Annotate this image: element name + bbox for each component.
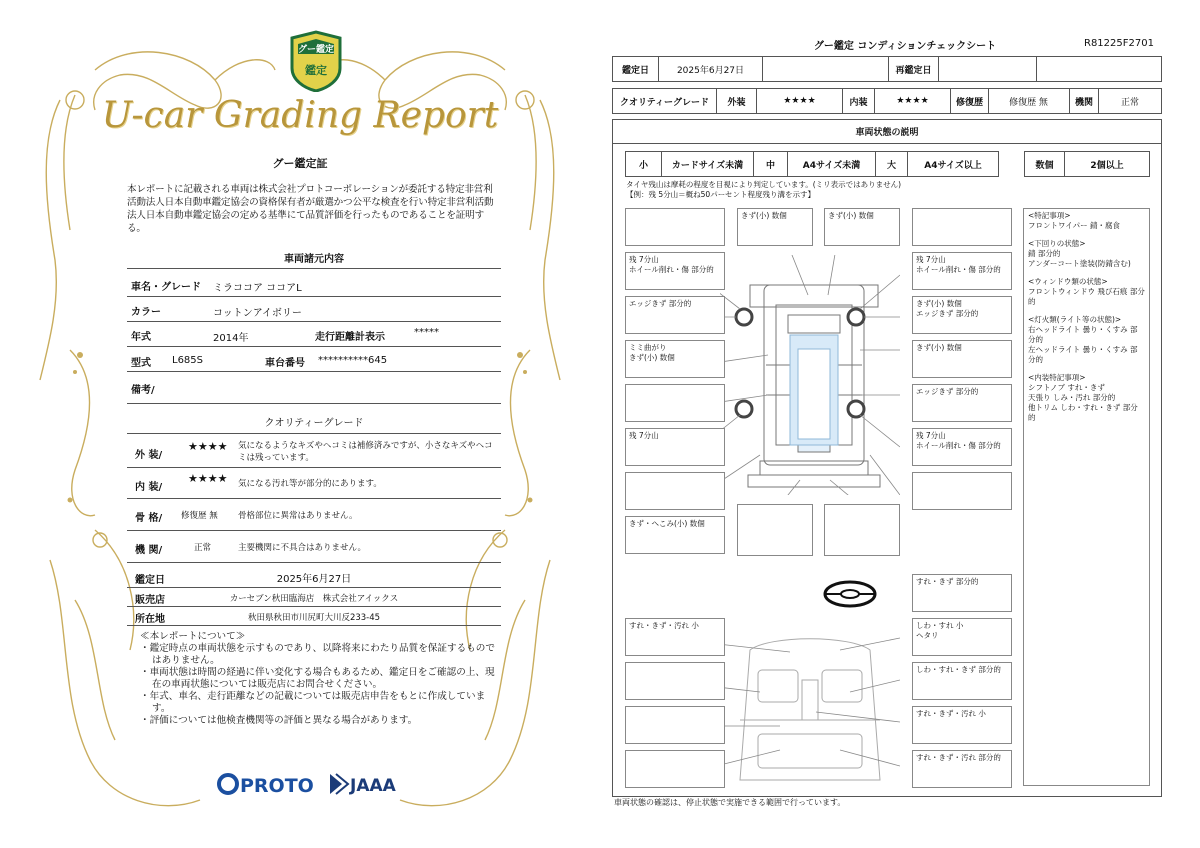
sheet-footer-note: 車両状態の確認は、停止状態で実施できる範囲で行っています。 [614,798,846,807]
ext-stars: ★★★★ [757,89,843,113]
divider [127,530,501,531]
blank-cell [763,57,889,81]
special-note-line: <灯火類(ライト等の状態)> [1028,315,1122,324]
special-note-line: <下回りの状態> [1028,239,1086,248]
exterior-comment: 気になるようなキズやヘコミは補修済みですが、小さなキズやヘコミは残っています。 [238,441,493,463]
repair-label: 修復歴 [951,89,989,113]
special-notes-box [1023,208,1150,786]
size-small: 小 [626,152,662,176]
interior-note-box: しわ・すれ・きず 部分的 [912,662,1012,700]
svg-text:JAAA: JAAA [350,776,396,796]
size-legend [625,151,999,177]
report-script-title: U-car Grading Report [101,95,499,136]
exterior-note-box [737,504,813,556]
dealer-label: 販売店 [135,595,165,606]
exterior-stars: ★★★★ [188,440,228,453]
date-label: 鑑定日 [135,575,165,586]
int-label: 内装 [843,89,875,113]
chassis-value: **********645 [318,355,388,366]
exterior-note-box: エッジきず 部分的 [912,384,1012,422]
engine-label: 機 関/ [135,545,163,556]
redate-value [939,57,1037,81]
spec-section-title: 車両諸元内容 [284,254,344,265]
notes-title: ≪本レポートについて≫ [140,631,246,642]
interior-note-box: すれ・きず・汚れ 小 [912,706,1012,744]
svg-text:鑑定: 鑑定 [305,64,327,77]
divider [127,321,501,322]
year-label: 年式 [131,332,151,343]
frame-label: 骨 格/ [135,513,163,524]
year-value: 2014年 [213,333,249,344]
car-name-label: 車名・グレード [131,282,201,293]
condition-check-sheet [600,0,1200,848]
mileage-value: ***** [414,327,439,338]
exterior-note-box: ミミ曲がり きず(小) 数個 [625,340,725,378]
interior-stars: ★★★★ [188,472,228,485]
exterior-note-box: 残 7分山 ホイール削れ・傷 部分的 [625,252,725,290]
date-row [612,56,1162,82]
badge-text: グー鑑定 [297,45,335,55]
interior-note-box: すれ・きず・汚れ 小 [625,618,725,656]
exterior-note-box [912,472,1012,510]
exterior-label: 外 装/ [135,450,163,461]
note-item: ・年式、車名、走行距離などの記載については販売店申告をもとに作成しています。 [140,691,486,714]
exterior-note-box: 残 7分山 [625,428,725,466]
exterior-note-box [625,208,725,246]
jaaa-logo [328,770,408,802]
size-mid: 中 [754,152,788,176]
certificate-subtitle: グー鑑定証 [272,157,328,170]
divider [127,346,501,347]
frame-value: 修復歴 無 [181,511,218,521]
divider [127,296,501,297]
address-label: 所在地 [135,614,165,625]
dealer-value: カーセブン秋田臨海店 株式会社アイックス [229,594,399,604]
exterior-note-box [824,504,900,556]
car-name-value: ミラココア ココアL [213,283,302,294]
interior-note-box: すれ・きず 部分的 [912,574,1012,612]
repair-value: 修復歴 無 [989,89,1099,113]
model-value: L685S [172,355,204,366]
tire-note: タイヤ残山は摩耗の程度を目視により判定しています。(ミリ表示ではありません) [626,180,902,189]
divider [127,403,501,404]
interior-note-box: しわ・すれ 小 ヘタリ [912,618,1012,656]
special-note-line: 右ヘッドライト 曇り・くすみ 部分的 [1028,325,1138,344]
blank-cell [1037,57,1161,81]
divider [127,268,501,269]
exterior-note-box: きず(小) 数個 エッジきず 部分的 [912,296,1012,334]
divider [127,606,501,607]
sheet-id: R81225F2701 [1084,38,1154,49]
svg-text:PROTO: PROTO [240,775,314,797]
size-large: 大 [876,152,908,176]
proto-mark-icon [219,775,237,793]
exterior-note-box: 残 7分山 ホイール削れ・傷 部分的 [912,428,1012,466]
interior-label: 内 装/ [135,482,163,493]
special-note-line: フロントウィンドウ 飛び石痕 部分的 [1028,287,1145,306]
exterior-note-box: きず(小) 数個 [737,208,813,246]
divider [127,562,501,563]
divider [127,587,501,588]
mileage-label: 走行距離計表示 [315,332,385,343]
special-note-line: フロントワイパー 錆・腐食 [1028,221,1121,230]
engine-label: 機関 [1069,89,1099,113]
frame-comment: 骨格部位に異常はありません。 [238,511,358,521]
engine-value: 正常 [1120,97,1139,108]
grade-section-title: クオリティーグレード [264,418,364,429]
note-item: ・評価については他検査機関等の評価と異なる場合があります。 [140,715,418,726]
date-label: 鑑定日 [613,57,659,81]
int-stars: ★★★★ [875,89,951,113]
special-note-line: 他トリム しわ・すれ・きず 部分的 [1028,403,1138,422]
count-desc: 2個以上 [1090,160,1124,171]
steering-wheel-icon [822,580,878,608]
divider [127,625,501,626]
certificate-intro: 本レポートに記載される車両は株式会社プロトコーポレーションが委託する特定非営利活動法人日本自動車鑑定協会の資格保有者が厳選かつ公平な検査を行い特定非営利活動法人日本自動車鑑定協会の定める基準にて品質評価を行ったものであることを証明する。 [127,184,494,234]
count-legend [1024,151,1150,177]
exterior-note-box [625,384,725,422]
redate-label: 再鑑定日 [889,57,939,81]
color-value: コットンアイボリー [213,308,302,319]
divider [127,433,501,434]
color-label: カラー [131,307,161,318]
date-value: 2025年6月27日 [659,57,763,81]
note-item: ・車両状態は時間の経過に伴い変化する場合もあるため、鑑定日をご確認の上、現在の車両状態については販売店にお問合せください。 [140,667,495,690]
exterior-note-box: きず(小) 数個 [824,208,900,246]
special-note-line: アンダーコート塗装(防錆含む) [1028,259,1131,268]
exterior-note-box [912,208,1012,246]
chassis-label: 車台番号 [265,358,305,369]
ext-label: 外装 [717,89,757,113]
grade-label: クオリティーグレード [613,89,717,113]
proto-logo [216,770,320,802]
date-value: 2025年6月27日 [276,574,352,585]
grade-row [612,88,1162,114]
special-note-line: <ウィンドウ類の状態> [1028,277,1108,286]
size-large-desc: A4サイズ以上 [924,160,982,171]
special-note-line: シフトノブ すれ・きず [1028,383,1105,392]
count-label: 数個 [1025,152,1065,176]
interior-note-box [625,750,725,788]
exterior-note-box: きず・へこみ(小) 数個 [625,516,725,554]
special-note-line: 左ヘッドライト 曇り・くすみ 部分的 [1028,345,1138,364]
exterior-note-box: 残 7分山 ホイール削れ・傷 部分的 [912,252,1012,290]
sheet-title: グー鑑定 コンディションチェックシート [813,41,997,52]
divider [127,498,501,499]
exterior-note-box [625,472,725,510]
divider [127,467,501,468]
exterior-note-box: きず(小) 数個 [912,340,1012,378]
remarks-label: 備考/ [131,385,155,396]
note-item: ・鑑定時点の車両状態を示すものであり、以降将来にわたり品質を保証するものではありません。 [140,643,495,666]
interior-note-box [625,706,725,744]
special-note-line: 錆 部分的 [1028,249,1061,258]
tire-example: 【例：残 5分山＝概ね50パーセント程度残り溝を示す】 [626,190,816,199]
size-small-desc: カードサイズ未満 [662,152,754,176]
interior-note-box [625,662,725,700]
condition-title: 車両状態の説明 [613,120,1161,144]
goo-kantei-badge-icon [288,30,344,92]
report-notes [140,631,496,727]
car-interior-diagram [720,630,900,790]
size-mid-desc: A4サイズ未満 [788,152,876,176]
divider [127,371,501,372]
model-label: 型式 [131,358,151,369]
interior-comment: 気になる汚れ等が部分的にあります。 [238,479,382,489]
interior-note-box: すれ・きず・汚れ 部分的 [912,750,1012,788]
special-note-line: <特記事項> [1028,211,1071,220]
engine-comment: 主要機関に不具合はありません。 [238,543,367,553]
special-note-line: 天張り しみ・汚れ 部分的 [1028,393,1116,402]
exterior-note-box: エッジきず 部分的 [625,296,725,334]
address-value: 秋田県秋田市川尻町大川反233-45 [247,613,381,623]
special-note-line: <内装特記事項> [1028,373,1086,382]
engine-value: 正常 [194,543,212,553]
car-exterior-diagram [720,255,900,495]
